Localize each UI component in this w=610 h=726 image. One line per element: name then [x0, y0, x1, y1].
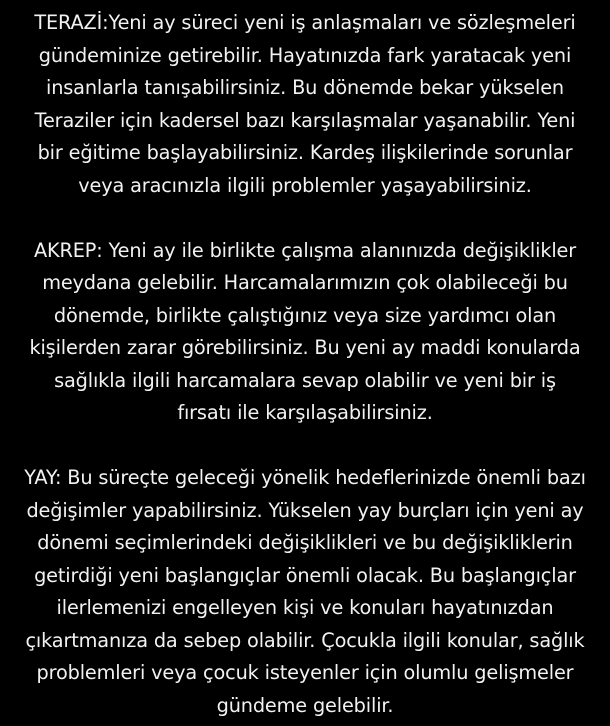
paragraph-spacer	[6, 202, 604, 235]
text-line: çıkartmanıza da sebep olabilir. Çocukla ilgili konular, sağlık	[25, 628, 585, 652]
text-line: ilerlemenizi engelleyen kişi ve konuları hayatınızdan	[56, 596, 554, 619]
text-line: problemleri veya çocuk isteyenler için olumlu gelişmeler	[36, 661, 574, 684]
text-line: Teraziler için kadersel bazı karşılaşmalar yaşanabilir. Yeni	[34, 108, 576, 132]
yay-paragraph	[6, 462, 604, 722]
text-line: sağlıkla ilgili harcamalara sevap olabilir ve yeni bir iş	[54, 368, 556, 392]
text-line: bir eğitime başlayabilirsiniz. Kardeş ilişkilerinde sorunlar	[37, 141, 573, 164]
text-line: fırsatı ile karşılaşabilirsiniz.	[177, 401, 433, 424]
text-line: kişilerden zarar görebilirsiniz. Bu yeni ay maddi konularda	[29, 336, 581, 359]
akrep-paragraph	[6, 235, 604, 430]
text-line: TERAZİ:Yeni ay süreci yeni iş anlaşmaları ve sözleşmeleri	[34, 11, 576, 34]
text-line: dönemi seçimlerindeki değişiklikleri ve bu değişikliklerin	[37, 531, 573, 554]
text-line: meydana gelebilir. Harcamalarımızın çok olabileceği bu	[42, 271, 568, 294]
text-line: veya aracınızla ilgili problemler yaşayabilirsiniz.	[78, 173, 532, 197]
text-line: YAY: Bu süreçte geleceği yönelik hedeflerinizde önemli bazı	[24, 466, 586, 489]
paragraph-spacer	[6, 430, 604, 463]
text-line: getirdiği yeni başlangıçlar önemli olacak. Bu başlangıçlar	[34, 563, 576, 587]
text-line: AKREP: Yeni ay ile birlikte çalışma alanınızda değişiklikler	[33, 238, 577, 262]
terazi-paragraph	[6, 7, 604, 202]
text-line: değişimler yapabilirsiniz. Yükselen yay burçları için yeni ay	[26, 498, 584, 522]
text-line: gündeme gelebilir.	[216, 693, 394, 717]
text-line: insanlarla tanışabilirsiniz. Bu dönemde bekar yükselen	[45, 76, 565, 99]
text-line: gündeminize getirebilir. Hayatınızda fark yaratacak yeni	[38, 43, 572, 67]
text-line: dönemde, birlikte çalıştığınız veya size yardımcı olan	[53, 303, 557, 327]
